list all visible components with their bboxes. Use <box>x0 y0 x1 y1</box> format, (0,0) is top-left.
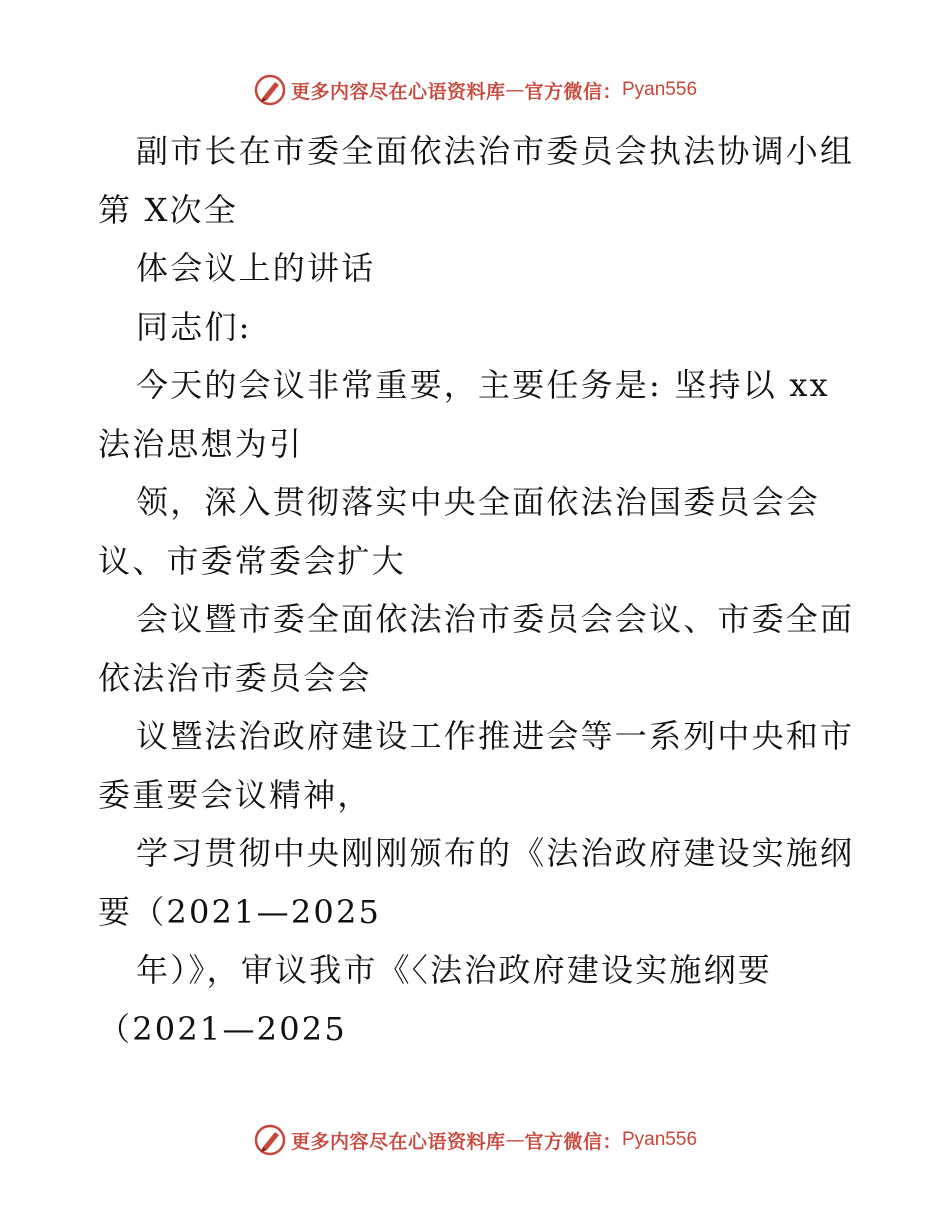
watermark-handle: Pyan556 <box>622 1129 698 1150</box>
watermark-separator: — <box>505 1129 525 1151</box>
text-line: 领，深入贯彻落实中央全面依法治国委员会会 <box>136 483 821 521</box>
text-line: 会议暨市委全面依法治市委员会会议、市委全面 <box>136 600 855 638</box>
text-line: 今天的会议非常重要，主要任务是: 坚持以 xx <box>136 366 830 404</box>
watermark-label: 官方微信： <box>524 80 622 103</box>
text-line: 委重要会议精神， <box>98 775 372 814</box>
text-line: 学习贯彻中央刚刚颁布的《法治政府建设实施纲 <box>136 834 855 872</box>
document-body <box>98 122 858 1058</box>
text-line: 议、市委常委会扩大 <box>98 541 406 580</box>
text-line: 第 X次全 <box>98 190 238 229</box>
text-line: 议暨法治政府建设工作推进会等一系列中央和市 <box>136 717 855 755</box>
pen-logo-icon <box>253 1123 287 1157</box>
header-watermark <box>0 68 950 112</box>
text-line: 体会议上的讲话 <box>136 249 376 287</box>
text-line: 法治思想为引 <box>98 424 304 463</box>
text-line: （2021—2025 <box>98 1009 347 1048</box>
text-line: 副市长在市委全面依法治市委员会执法协调小组 <box>136 132 855 170</box>
text-line: 依法治市委员会会 <box>98 658 372 697</box>
watermark-separator: — <box>505 79 525 101</box>
footer-watermark <box>0 1118 950 1162</box>
text-line: 同志们: <box>136 307 252 346</box>
watermark-brand: 更多内容尽在心语资料库 <box>290 1130 506 1153</box>
watermark-label: 官方微信： <box>524 1130 622 1153</box>
watermark-brand: 更多内容尽在心语资料库 <box>290 80 506 103</box>
text-line: 年）》，审议我市《〈法治政府建设实施纲要 <box>136 951 773 989</box>
pen-logo-icon <box>253 73 287 107</box>
text-line: 要（2021—2025 <box>98 892 382 931</box>
watermark-handle: Pyan556 <box>622 79 698 100</box>
